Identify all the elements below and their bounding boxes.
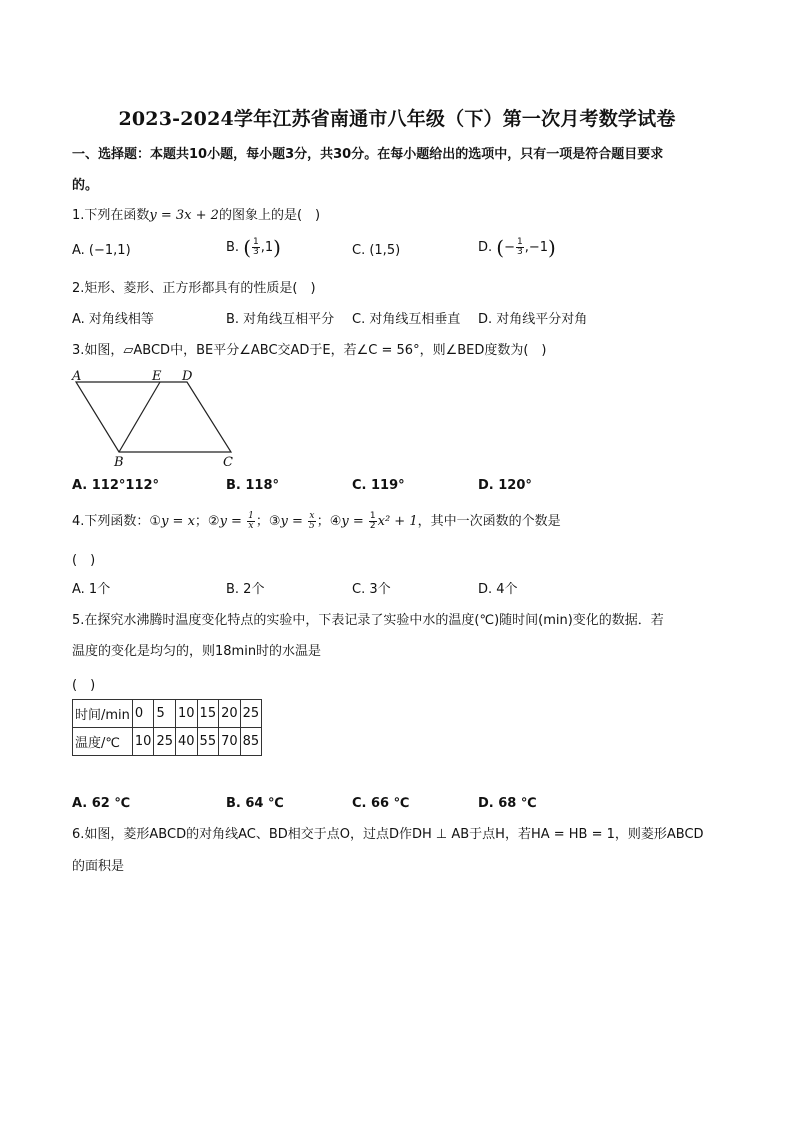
label-b: B: [114, 455, 124, 470]
q4-function-2-fraction: $\frac{1}{x}$: [248, 511, 254, 531]
q1-option-d-rest: ,−1: [524, 240, 549, 255]
q1-option-d-fraction: $\frac{1}{3}$: [517, 237, 523, 257]
q4-function-2-pre: y =: [219, 514, 247, 529]
q2-option-c[interactable]: C. 对角线互相垂直: [352, 312, 461, 327]
temperature-table: [72, 699, 262, 756]
table-cell: 70: [219, 728, 241, 756]
q4-option-d[interactable]: D. 4个: [478, 582, 518, 597]
label-e: E: [152, 369, 162, 384]
q4-function-1: y = x: [161, 514, 195, 529]
table-cell: 25: [240, 700, 262, 728]
label-d: D: [182, 369, 193, 384]
q3-option-b[interactable]: B. 118°: [226, 478, 280, 493]
question-5-line2: 温度的变化是均匀的，则18min时的水温是: [72, 644, 322, 659]
q1-option-b[interactable]: B. ( $\frac{1}{3}$ ,1): [226, 235, 281, 260]
table-cell: 10: [176, 700, 198, 728]
q5-option-a[interactable]: A. 62 ℃: [72, 796, 131, 811]
question-3-stem: 3.如图，▱ABCD中，BE平分∠ABC交AD于E，若∠C = 56°，则∠BED度数为( ): [72, 343, 547, 358]
q1-option-b-label: B.: [226, 240, 244, 255]
question-6-line2: 的面积是: [72, 859, 125, 874]
q4-sep-3: ；③: [255, 514, 281, 529]
q4-sep-4: ；④: [316, 514, 342, 529]
label-a: A: [72, 369, 82, 384]
table-row: [73, 728, 262, 756]
q2-option-a[interactable]: A. 对角线相等: [72, 312, 154, 327]
q1-option-b-rest: ,1: [260, 240, 274, 255]
table-cell: 20: [219, 700, 241, 728]
q1-option-d[interactable]: D. (− $\frac{1}{3}$ ,−1): [478, 235, 556, 260]
q4-function-3-pre: y =: [280, 514, 307, 529]
table-cell: 15: [197, 700, 219, 728]
q5-option-d[interactable]: D. 68 ℃: [478, 796, 537, 811]
parallelogram-figure: [68, 366, 248, 470]
q4-option-a[interactable]: A. 1个: [72, 582, 111, 597]
q1-stem-math: y = 3x + 2: [149, 208, 219, 223]
table-header-time: 时间/min: [73, 700, 133, 728]
table-cell: 25: [154, 728, 176, 756]
q4-function-4-pre: y =: [341, 514, 368, 529]
q4-stem-post: ，其中一次函数的个数是: [417, 514, 561, 529]
question-4-stem: [72, 512, 561, 531]
table-cell: 55: [197, 728, 219, 756]
question-2-stem: 2.矩形、菱形、正方形都具有的性质是( ): [72, 281, 316, 296]
q3-option-c[interactable]: C. 119°: [352, 478, 405, 493]
q4-function-4-fraction: $\frac{1}{2}$: [369, 511, 376, 531]
table-cell: 5: [154, 700, 176, 728]
question-6-line1: 6.如图，菱形ABCD的对角线AC、BD相交于点O，过点D作DH ⊥ AB于点H，若HA = HB = 1，则菱形ABCD: [72, 827, 704, 842]
section-instructions-line1: 一、选择题：本题共10小题，每小题3分，共30分。在每小题给出的选项中，只有一项是符合题目要求: [72, 147, 664, 162]
table-row: [73, 700, 262, 728]
table-cell: 0: [132, 700, 154, 728]
q1-option-b-fraction: $\frac{1}{3}$: [253, 237, 259, 257]
table-cell: 40: [176, 728, 198, 756]
question-1-stem: [72, 207, 320, 225]
q5-answer-paren: ( ): [72, 678, 96, 693]
segment-be: [119, 382, 160, 452]
q1-option-a[interactable]: A. (−1,1): [72, 243, 131, 258]
q4-sep-2: ；②: [194, 514, 220, 529]
q4-option-c[interactable]: C. 3个: [352, 582, 391, 597]
q3-option-d[interactable]: D. 120°: [478, 478, 532, 493]
q4-function-3-fraction: $\frac{x}{5}$: [308, 511, 315, 531]
page-title: 2023-2024学年江苏省南通市八年级（下）第一次月考数学试卷: [118, 108, 676, 130]
table-cell: 85: [240, 728, 262, 756]
q1-stem-pre: 1.下列在函数: [72, 208, 150, 223]
q1-option-d-label: D.: [478, 240, 497, 255]
q4-option-b[interactable]: B. 2个: [226, 582, 265, 597]
q4-stem-pre: 4.下列函数：①: [72, 514, 162, 529]
q5-option-c[interactable]: C. 66 ℃: [352, 796, 410, 811]
q4-answer-paren: ( ): [72, 553, 96, 568]
question-5-line1: 5.在探究水沸腾时温度变化特点的实验中，下表记录了实验中水的温度(℃)随时间(min)变化的数据．若: [72, 613, 664, 628]
q2-option-d[interactable]: D. 对角线平分对角: [478, 312, 588, 327]
q3-option-a[interactable]: A. 112°112°: [72, 478, 160, 493]
q4-function-4-post: x² + 1: [377, 514, 418, 529]
label-c: C: [223, 455, 233, 470]
q1-stem-post: 的图象上的是( ): [218, 208, 321, 223]
section-instructions-line2: 的。: [72, 178, 99, 193]
q2-option-b[interactable]: B. 对角线互相平分: [226, 312, 335, 327]
table-cell: 10: [132, 728, 154, 756]
q1-option-c[interactable]: C. (1,5): [352, 243, 401, 258]
q5-option-b[interactable]: B. 64 ℃: [226, 796, 284, 811]
table-header-temp: 温度/℃: [73, 728, 133, 756]
